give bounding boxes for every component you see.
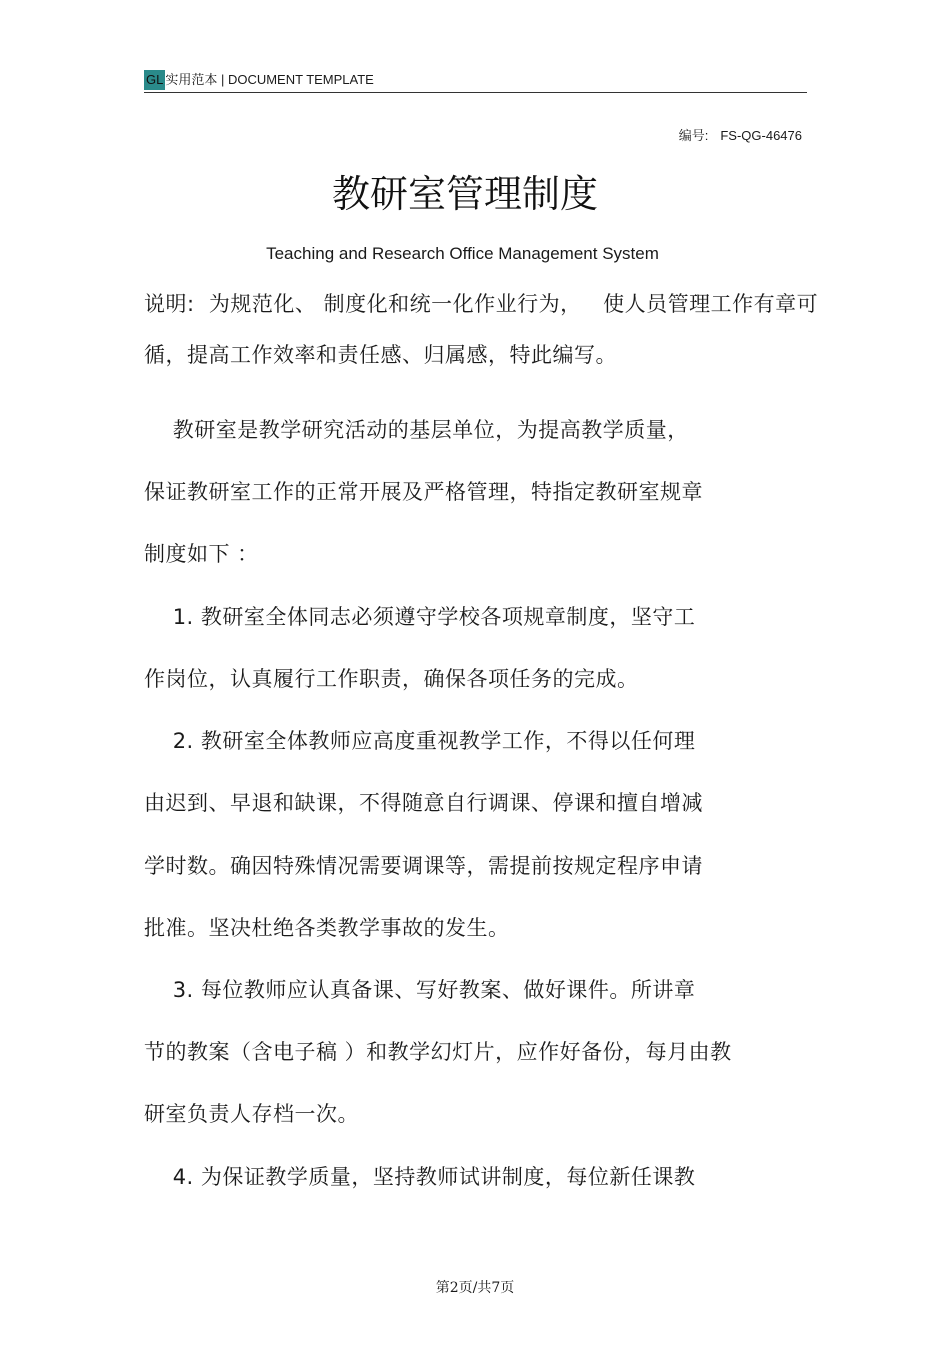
body-line: 2. 教研室全体教师应高度重视教学工作，不得以任何理 <box>144 729 696 753</box>
page-footer: 第2页/共7页 <box>435 1280 515 1296</box>
body-line: 批准。坚决杜绝各类教学事故的发生。 <box>144 916 510 940</box>
document-number-label: 编号: <box>678 128 709 143</box>
body-line: 制度如下 ： <box>144 542 259 566</box>
document-number <box>679 125 802 144</box>
body-line: 3. 每位教师应认真备课、写好教案、做好课件。所讲章 <box>144 978 696 1002</box>
body-line: 教研室是教学研究活动的基层单位，为提高教学质量， <box>144 418 689 442</box>
body-line: 研室负责人存档一次。 <box>144 1102 359 1126</box>
body-line: 4. 为保证教学质量，坚持教师试讲制度，每位新任课教 <box>144 1165 696 1189</box>
body-line: 由迟到、早退和缺课，不得随意自行调课、停课和擅自增减 <box>144 791 703 815</box>
body-line: 1. 教研室全体同志必须遵守学校各项规章制度，坚守工 <box>144 605 696 629</box>
body-line: 说明: 为规范化、 制度化和统一化作业行为， 使人员管理工作有章可 <box>144 292 819 316</box>
document-subtitle: Teaching and Research Office Management System <box>266 244 659 263</box>
document-number-value: FS-QG-46476 <box>720 128 802 143</box>
brand-logo: GL <box>144 70 165 90</box>
header-text: 实用范本 | DOCUMENT TEMPLATE <box>165 72 374 87</box>
page-header <box>144 70 807 93</box>
body-line: 学时数。确因特殊情况需要调课等，需提前按规定程序申请 <box>144 854 703 878</box>
body-line: 节的教案（含电子稿 ）和教学幻灯片，应作好备份，每月由教 <box>144 1040 732 1064</box>
document-title: 教研室管理制度 <box>331 172 598 216</box>
body-line: 保证教研室工作的正常开展及严格管理，特指定教研室规章 <box>144 480 703 504</box>
body-line: 作岗位，认真履行工作职责，确保各项任务的完成。 <box>144 667 639 691</box>
body-line: 循，提高工作效率和责任感、归属感，特此编写。 <box>144 343 617 367</box>
